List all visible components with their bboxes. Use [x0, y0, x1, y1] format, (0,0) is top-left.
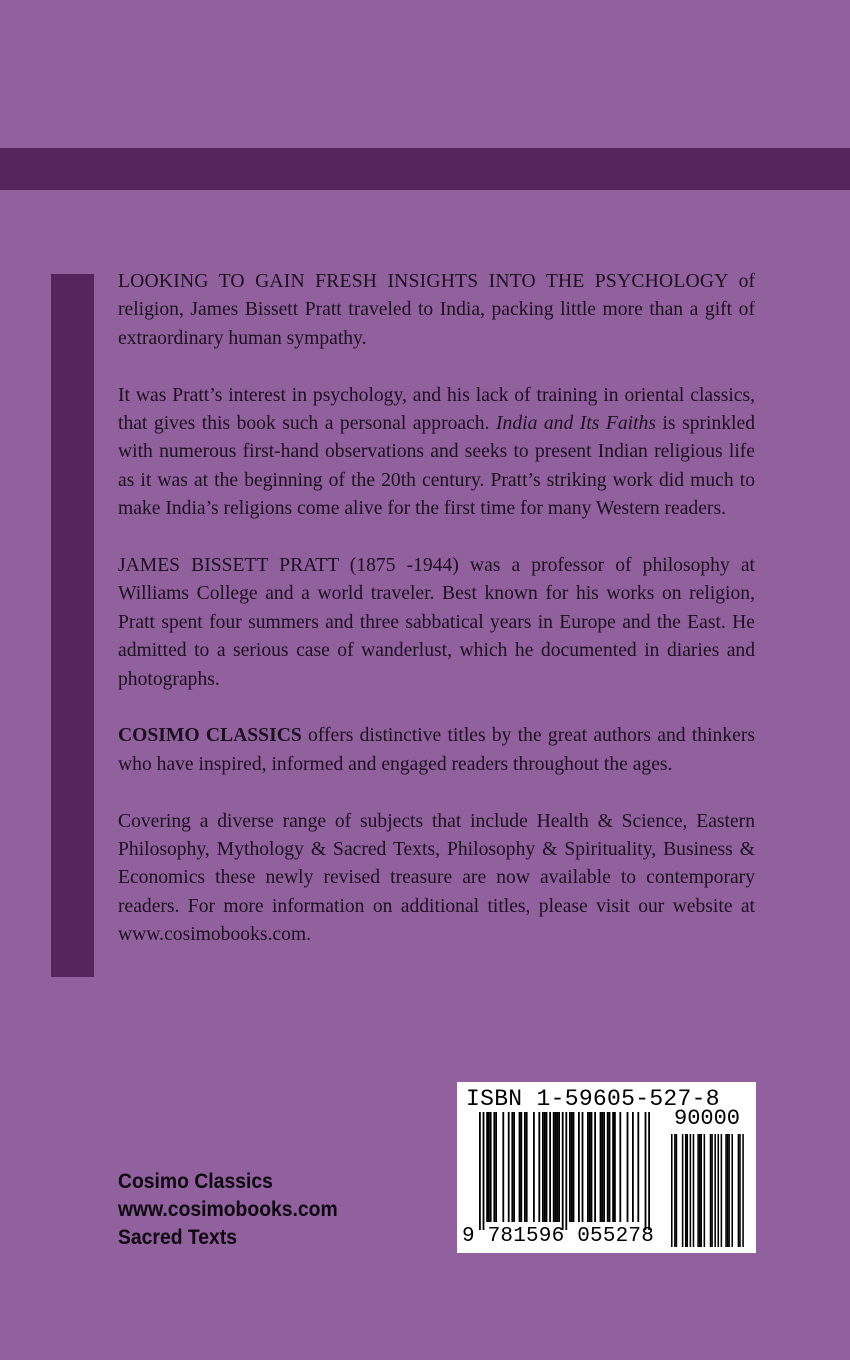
imprint-paragraph — [118, 722, 755, 779]
barcode-bar — [614, 1112, 616, 1222]
intro-paragraph — [118, 268, 755, 353]
publisher-website: www.cosimobooks.com — [118, 1197, 338, 1221]
barcode-bar — [562, 1112, 564, 1230]
barcode-bar — [486, 1112, 488, 1222]
barcode-bar — [648, 1112, 650, 1230]
barcode-bar — [495, 1112, 497, 1222]
addon-bar — [711, 1134, 713, 1247]
addon-bar — [697, 1134, 699, 1247]
barcode-bar — [609, 1112, 611, 1222]
barcode-bar — [603, 1112, 605, 1222]
barcode-bar — [589, 1112, 591, 1222]
top-accent-band — [0, 148, 850, 190]
addon-bar — [674, 1134, 676, 1247]
addon-bar — [685, 1134, 687, 1247]
barcode-bar — [645, 1112, 647, 1230]
approach-after: is sprinkled with numerous first-hand observations and seeks to present Indian religious life as it was at the beginning of the 20th century. Pratt’s striking work did much to make India’s religions come alive for the first time for many Western readers. — [118, 413, 755, 520]
barcode-bar — [549, 1112, 551, 1222]
barcode-bar — [520, 1112, 522, 1222]
imprint-name: COSIMO CLASSICS — [118, 725, 302, 747]
addon-bar — [687, 1134, 689, 1247]
ean-bars — [479, 1112, 650, 1230]
barcode-bar — [519, 1112, 521, 1222]
barcode-bar — [490, 1112, 492, 1222]
intro-rest: of religion, James Bissett Pratt traveled to India, packing little more than a gift of extraordinary human sympathy. — [118, 271, 755, 349]
description-text — [118, 268, 755, 950]
addon-bars — [671, 1134, 744, 1247]
subjects-paragraph: Covering a diverse range of subjects that include Health & Science, Eastern Philosophy, Mythology & Sacred Texts, Philosophy & Spirituality, Business & Economics these newly revised treasure are now available to contemporary readers. For more information on additional titles, please visit our website at www.cosimobooks.com. — [118, 810, 755, 946]
barcode-bar — [582, 1112, 584, 1222]
barcode-bar — [587, 1112, 589, 1222]
price-code: 90000 — [674, 1106, 741, 1131]
barcode-bar — [627, 1112, 629, 1222]
approach-before: It was Pratt’s interest in psychology, and his lack of training in oriental classics, that gives this book such a personal approach. — [118, 384, 755, 435]
addon-bar — [676, 1134, 678, 1247]
addon-bar — [718, 1134, 720, 1247]
barcode-bar — [594, 1112, 596, 1222]
addon-bar — [690, 1134, 692, 1247]
barcode-bar — [502, 1112, 504, 1222]
addon-bar — [738, 1134, 740, 1247]
barcode-bar — [526, 1112, 528, 1222]
publisher-info — [118, 1167, 338, 1251]
addon-bar — [710, 1134, 712, 1247]
barcode-bar — [569, 1112, 571, 1222]
barcode-bar — [488, 1112, 490, 1222]
addon-bar — [721, 1134, 723, 1247]
barcode-bar — [632, 1112, 634, 1222]
addon-bar — [725, 1134, 727, 1247]
barcode-bar — [546, 1112, 548, 1222]
barcode-bar — [542, 1112, 544, 1222]
barcode-bar — [578, 1112, 580, 1222]
barcode-bar — [571, 1112, 573, 1222]
addon-bar — [728, 1134, 730, 1247]
addon-bar — [693, 1134, 695, 1247]
barcode-bar — [612, 1112, 614, 1222]
barcode-bar — [619, 1112, 621, 1222]
side-accent-bar — [51, 274, 94, 977]
publisher-name: Cosimo Classics — [118, 1169, 273, 1193]
barcode-bar — [508, 1112, 510, 1222]
addon-bar — [682, 1134, 684, 1247]
addon-bar — [731, 1134, 733, 1247]
addon-bar — [739, 1134, 741, 1247]
barcode-bar — [483, 1112, 485, 1230]
barcode-bar — [544, 1112, 546, 1222]
addon-bar — [704, 1134, 706, 1247]
addon-bar — [671, 1134, 673, 1247]
intro-lead: LOOKING TO GAIN FRESH INSIGHTS INTO THE PSYCHOLOGY — [118, 271, 729, 292]
barcode-bar — [591, 1112, 593, 1222]
barcode-bar — [556, 1112, 558, 1222]
barcode-bar — [601, 1112, 603, 1222]
addon-bar — [700, 1134, 702, 1247]
barcode-bar — [493, 1112, 495, 1222]
barcode-bar — [637, 1112, 639, 1222]
author-bio-paragraph: JAMES BISSETT PRATT (1875 -1944) was a professor of philosophy at Williams College and a world traveler. Best known for his works on religion, Pratt spent four summers and three sabbatical years in Europe and the East. He admitted to a serious case of wanderlust, which he documented in diaries and photographs. — [118, 555, 755, 690]
barcode-bar — [538, 1112, 540, 1222]
barcode-bar — [555, 1112, 557, 1222]
barcode-bar — [553, 1112, 555, 1222]
imprint-rest: offers distinctive titles by the great authors and thinkers who have inspired, informed and engaged readers throughout the ages. — [118, 725, 755, 775]
addon-bar — [699, 1134, 701, 1247]
book-title: India and Its Faiths — [496, 413, 656, 435]
book-category: Sacred Texts — [118, 1225, 238, 1249]
isbn-label: ISBN 1-59605-527-8 — [466, 1086, 720, 1112]
barcode-bar — [558, 1112, 560, 1222]
barcode-bar — [565, 1112, 567, 1230]
barcode-bar — [524, 1112, 526, 1222]
approach-paragraph — [118, 382, 755, 524]
barcode-bar — [600, 1112, 602, 1222]
addon-bar — [727, 1134, 729, 1247]
barcode-bar — [573, 1112, 575, 1222]
barcode-panel — [457, 1082, 756, 1253]
barcode-bar — [513, 1112, 515, 1222]
addon-bar — [742, 1134, 744, 1247]
barcode-bar — [511, 1112, 513, 1222]
ean-number: 9 781596 055278 — [462, 1225, 655, 1248]
addon-bar — [714, 1134, 716, 1247]
barcode-bar — [533, 1112, 535, 1222]
barcode-bar — [479, 1112, 481, 1230]
barcode-bar — [607, 1112, 609, 1222]
